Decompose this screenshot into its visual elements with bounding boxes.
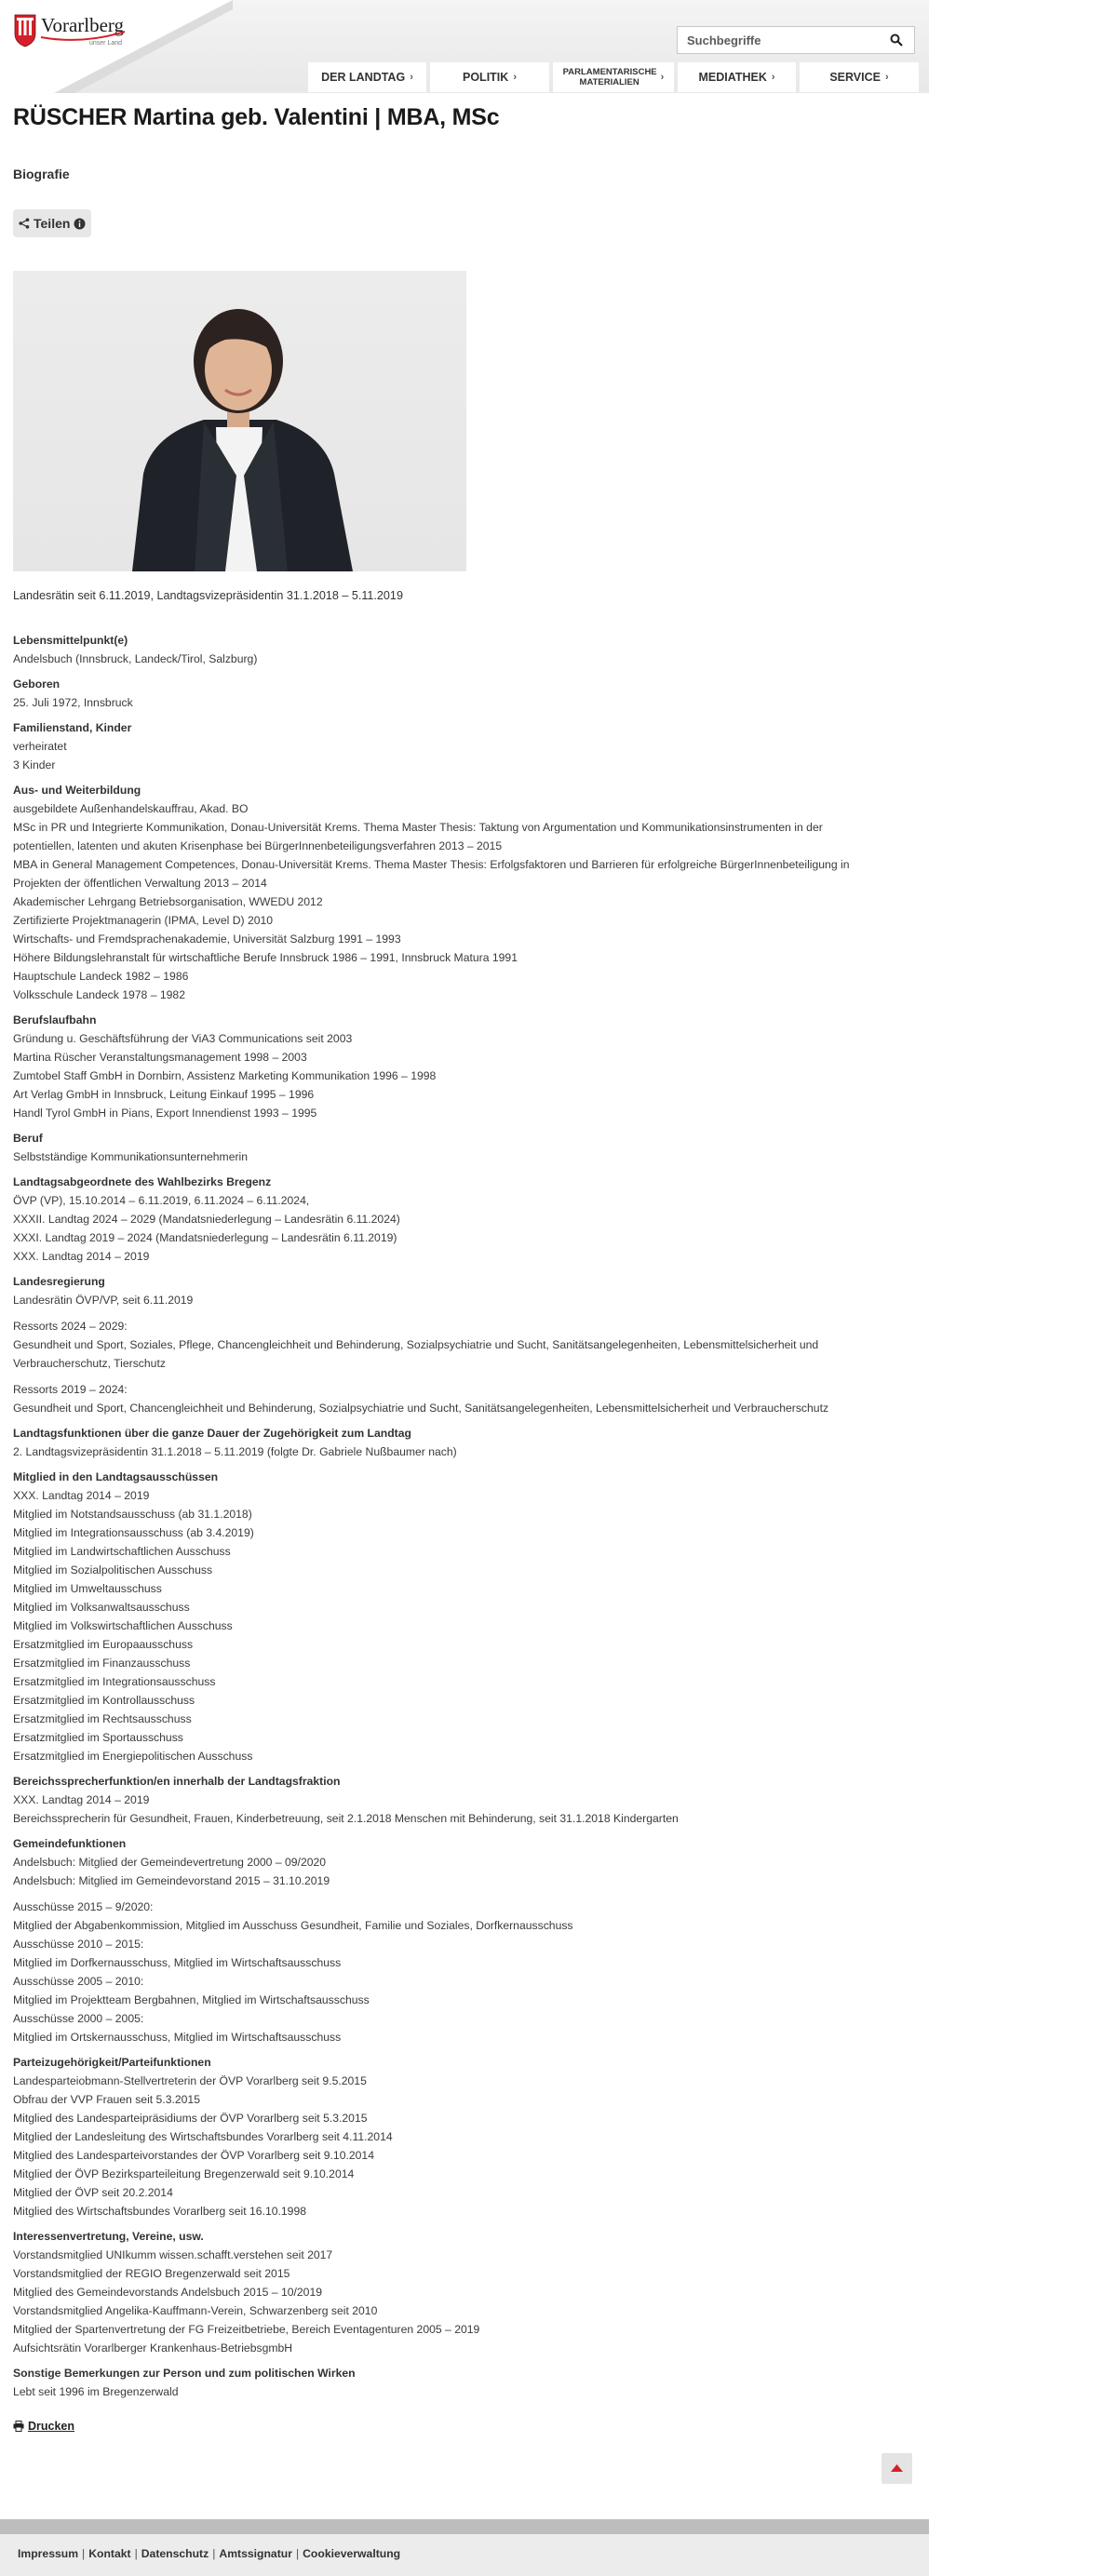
bio-line: Mitglied im Ortskernausschuss, Mitglied im Wirtschaftsausschuss	[13, 2031, 342, 2044]
bio-line: Landesparteiobmann-Stellvertreterin der ÖVP Vorarlberg seit 9.5.2015	[13, 2074, 367, 2087]
bio-section-heading: Familienstand, Kinder	[13, 721, 132, 734]
bio-line: Mitglied des Wirtschaftsbundes Vorarlberg seit 16.10.1998	[13, 2205, 307, 2218]
bio-line: Ersatzmitglied im Integrationsausschuss	[13, 1675, 216, 1688]
logo-wordmark: Vorarlberg	[41, 14, 125, 36]
bio-section-heading: Sonstige Bemerkungen zur Person und zum politischen Wirken	[13, 2367, 356, 2380]
main-navigation	[308, 62, 919, 92]
bio-section	[13, 1424, 916, 1461]
bio-line: Zumtobel Staff GmbH in Dornbirn, Assistenz Marketing Kommunikation 1996 – 1998	[13, 1069, 437, 1082]
bio-section	[13, 718, 916, 774]
portrait-photo	[13, 271, 466, 571]
bio-line: Mitglied im Dorfkernausschuss, Mitglied im Wirtschaftsausschuss	[13, 1956, 342, 1969]
bio-line: ÖVP (VP), 15.10.2014 – 6.11.2019, 6.11.2024 – 6.11.2024,	[13, 1194, 310, 1207]
bio-section	[13, 1834, 916, 2046]
back-to-top-button[interactable]	[881, 2453, 912, 2484]
bio-line: 2. Landtagsvizepräsidentin 31.1.2018 – 5.11.2019 (folgte Dr. Gabriele Nußbaumer nach)	[13, 1445, 457, 1458]
bio-section	[13, 2364, 916, 2401]
bio-line: Zertifizierte Projektmanagerin (IPMA, Level D) 2010	[13, 914, 274, 927]
bio-line: Obfrau der VVP Frauen seit 5.3.2015	[13, 2093, 200, 2106]
bio-section-heading: Landtagsfunktionen über die ganze Dauer der Zugehörigkeit zum Landtag	[13, 1427, 411, 1440]
bio-section	[13, 2053, 916, 2220]
bio-line: Gesundheit und Sport, Chancengleichheit und Behinderung, Sozialpsychiatrie und Sucht, Sanitätsangelegenheiten, Lebensmittelsicherheit und Verbraucherschutz	[13, 1402, 829, 1415]
bio-line: Mitglied des Landesparteivorstandes der ÖVP Vorarlberg seit 9.10.2014	[13, 2149, 374, 2162]
bio-section-heading: Bereichssprecherfunktion/en innerhalb der Landtagsfraktion	[13, 1775, 341, 1788]
bio-line: Mitglied im Umweltausschuss	[13, 1582, 162, 1595]
bio-line: Gründung u. Geschäftsführung der ViA3 Communications seit 2003	[13, 1032, 353, 1045]
bio-line: Ressorts 2024 – 2029:	[13, 1320, 128, 1333]
site-footer	[0, 2534, 929, 2576]
footer-link-cookieverwaltung[interactable]: Cookieverwaltung	[303, 2547, 401, 2560]
bio-line: Ausschüsse 2010 – 2015:	[13, 1938, 144, 1951]
spacer	[13, 1373, 916, 1380]
spacer	[13, 1309, 916, 1317]
bio-section	[13, 1011, 916, 1122]
bio-line: Ersatzmitglied im Europaausschuss	[13, 1638, 194, 1651]
bio-section	[13, 631, 916, 668]
bio-line: Wirtschafts- und Fremdsprachenakademie, Universität Salzburg 1991 – 1993	[13, 932, 401, 946]
bio-section	[13, 2227, 916, 2357]
bio-line: Andelsbuch: Mitglied der Gemeindevertretung 2000 – 09/2020	[13, 1856, 327, 1869]
bio-line: Ausschüsse 2015 – 9/2020:	[13, 1900, 154, 1913]
bio-line: verheiratet	[13, 740, 67, 753]
bio-line: Akademischer Lehrgang Betriebsorganisation, WWEDU 2012	[13, 895, 323, 908]
bio-section	[13, 781, 916, 1004]
bio-line: Lebt seit 1996 im Bregenzerwald	[13, 2385, 179, 2398]
bio-line: Art Verlag GmbH in Innsbruck, Leitung Einkauf 1995 – 1996	[13, 1088, 315, 1101]
chevron-right-icon: ›	[771, 72, 775, 83]
bio-line: Mitglied der ÖVP seit 20.2.2014	[13, 2186, 173, 2199]
bio-line: Mitglied des Gemeindevorstands Andelsbuch 2015 – 10/2019	[13, 2286, 322, 2299]
footer-link-impressum[interactable]: Impressum	[18, 2547, 79, 2560]
info-icon	[74, 218, 86, 230]
nav-label: PARLAMENTARISCHE MATERIALIEN	[562, 67, 657, 87]
bio-line: Gesundheit und Sport, Soziales, Pflege, Chancengleichheit und Behinderung, Sozialpsychiatrie und Sucht, Sanitätsangelegenheiten, Lebensmittelsicherheit und	[13, 1338, 819, 1351]
bio-line: Projekten der öffentlichen Verwaltung 2013 – 2014	[13, 877, 267, 890]
footer-divider	[0, 2519, 929, 2534]
bio-line: MSc in PR und Integrierte Kommunikation, Donau-Universität Krems. Thema Master Thesis: Taktung von Argumentation und Kommunikationsinstrumenten in der	[13, 821, 823, 834]
bio-section-heading: Parteizugehörigkeit/Parteifunktionen	[13, 2056, 211, 2069]
bio-line: Mitglied im Projektteam Bergbahnen, Mitglied im Wirtschaftsausschuss	[13, 1993, 370, 2006]
nav-item-service[interactable]	[800, 62, 919, 92]
svg-text:unser Land: unser Land	[89, 40, 123, 47]
photo-caption: Landesrätin seit 6.11.2019, Landtagsvizepräsidentin 31.1.2018 – 5.11.2019	[13, 589, 403, 602]
spacer	[13, 1890, 916, 1898]
bio-line: Handl Tyrol GmbH in Pians, Export Innendienst 1993 – 1995	[13, 1107, 317, 1120]
bio-line: XXX. Landtag 2014 – 2019	[13, 1250, 150, 1263]
bio-line: Mitglied der Abgabenkommission, Mitglied im Ausschuss Gesundheit, Familie und Soziales, Dorfkernausschuss	[13, 1919, 573, 1932]
bio-section	[13, 1129, 916, 1166]
bio-line: Hauptschule Landeck 1982 – 1986	[13, 970, 189, 983]
nav-item-mediathek[interactable]	[678, 62, 796, 92]
bio-line: Mitglied im Volkswirtschaftlichen Ausschuss	[13, 1619, 233, 1632]
site-header	[0, 0, 929, 93]
bio-line: Ausschüsse 2005 – 2010:	[13, 1975, 144, 1988]
bio-line: 3 Kinder	[13, 758, 56, 771]
bio-line: XXX. Landtag 2014 – 2019	[13, 1793, 150, 1806]
chevron-right-icon: ›	[660, 71, 665, 83]
separator: |	[82, 2547, 86, 2560]
bio-line: Ersatzmitglied im Rechtsausschuss	[13, 1712, 192, 1725]
bio-section-heading: Berufslaufbahn	[13, 1013, 97, 1026]
bio-line: Mitglied im Volksanwaltsausschuss	[13, 1601, 190, 1614]
nav-label: POLITIK	[463, 71, 509, 84]
print-link[interactable]	[13, 2420, 74, 2433]
bio-line: Ausschüsse 2000 – 2005:	[13, 2012, 144, 2025]
bio-section-heading: Gemeindefunktionen	[13, 1837, 127, 1850]
bio-section-heading: Landtagsabgeordnete des Wahlbezirks Bregenz	[13, 1175, 272, 1188]
footer-link-kontakt[interactable]: Kontakt	[88, 2547, 131, 2560]
bio-section-heading: Mitglied in den Landtagsausschüssen	[13, 1470, 219, 1483]
bio-line: XXXI. Landtag 2019 – 2024 (Mandatsniederlegung – Landesrätin 6.11.2019)	[13, 1231, 397, 1244]
page-title: RÜSCHER Martina geb. Valentini | MBA, MSc	[13, 104, 500, 130]
main-content	[13, 104, 916, 2408]
bio-line: Ersatzmitglied im Finanzausschuss	[13, 1657, 191, 1670]
bio-section	[13, 1173, 916, 1266]
bio-line: Mitglied der Spartenvertretung der FG Freizeitbetriebe, Bereich Eventagenturen 2005 – 2019	[13, 2323, 480, 2336]
bio-line: ausgebildete Außenhandelskauffrau, Akad. BO	[13, 802, 249, 815]
bio-section-heading: Geboren	[13, 678, 61, 691]
site-logo[interactable]	[0, 0, 233, 93]
bio-line: Andelsbuch (Innsbruck, Landeck/Tirol, Salzburg)	[13, 652, 258, 665]
chevron-right-icon: ›	[513, 72, 517, 83]
bio-line: MBA in General Management Competences, Donau-Universität Krems. Thema Master Thesis: Erfolgsfaktoren und Barrieren für erfolgreiche BürgerInnenbeteiligung in	[13, 858, 850, 871]
search-icon[interactable]	[890, 34, 903, 47]
bio-line: Volksschule Landeck 1978 – 1982	[13, 988, 185, 1001]
bio-line: Ressorts 2019 – 2024:	[13, 1383, 128, 1396]
bio-section	[13, 1468, 916, 1765]
page-subtitle: Biografie	[13, 167, 70, 181]
nav-item-politik[interactable]	[430, 62, 549, 92]
share-icon	[19, 218, 30, 229]
bio-line: Andelsbuch: Mitglied im Gemeindevorstand 2015 – 31.10.2019	[13, 1874, 330, 1887]
bio-section-heading: Aus- und Weiterbildung	[13, 784, 141, 797]
chevron-right-icon: ›	[410, 72, 413, 83]
bio-line: Mitglied der Landesleitung des Wirtschaftsbundes Vorarlberg seit 4.11.2014	[13, 2130, 393, 2143]
bio-line: Ersatzmitglied im Energiepolitischen Ausschuss	[13, 1750, 253, 1763]
nav-label: SERVICE	[829, 71, 881, 84]
printer-icon	[13, 2421, 24, 2432]
bio-section	[13, 675, 916, 712]
footer-link-amtssignatur[interactable]: Amtssignatur	[219, 2547, 292, 2560]
bio-line: Verbraucherschutz, Tierschutz	[13, 1357, 166, 1370]
bio-line: Vorstandsmitglied Angelika-Kauffmann-Verein, Schwarzenberg seit 2010	[13, 2304, 378, 2317]
bio-line: Selbstständige Kommunikationsunternehmerin	[13, 1150, 249, 1163]
bio-line: Mitglied des Landesparteipräsidiums der ÖVP Vorarlberg seit 5.3.2015	[13, 2112, 368, 2125]
bio-section-heading: Beruf	[13, 1132, 43, 1145]
bio-line: Vorstandsmitglied UNIkumm wissen.schafft.verstehen seit 2017	[13, 2248, 333, 2261]
bio-line: Mitglied der ÖVP Bezirksparteileitung Bregenzerwald seit 9.10.2014	[13, 2167, 355, 2180]
bio-line: Bereichssprecherin für Gesundheit, Frauen, Kinderbetreuung, seit 2.1.2018 Menschen mit Behinderung, seit 31.1.2018 Kindergarten	[13, 1812, 679, 1825]
bio-line: Martina Rüscher Veranstaltungsmanagement 1998 – 2003	[13, 1051, 307, 1064]
search-box[interactable]	[677, 26, 915, 54]
arrow-up-icon	[881, 2453, 912, 2484]
bio-section	[13, 1272, 916, 1417]
nav-label: MEDIATHEK	[698, 71, 767, 84]
nav-label: DER LANDTAG	[321, 71, 406, 84]
separator: |	[212, 2547, 216, 2560]
separator: |	[134, 2547, 138, 2560]
nav-item-der-landtag[interactable]	[308, 62, 426, 92]
nav-item-parlamentarische-materialien[interactable]	[553, 62, 674, 92]
bio-line: Ersatzmitglied im Kontrollausschuss	[13, 1694, 195, 1707]
print-label: Drucken	[28, 2420, 75, 2433]
bio-line: XXX. Landtag 2014 – 2019	[13, 1489, 150, 1502]
bio-section-heading: Interessenvertretung, Vereine, usw.	[13, 2230, 204, 2243]
bio-line: potentiellen, latenten und akuten Krisenphase bei BürgerInnenbeteiligungsverfahren 2013 – 2015	[13, 839, 503, 852]
footer-link-datenschutz[interactable]: Datenschutz	[141, 2547, 209, 2560]
bio-section-heading: Landesregierung	[13, 1275, 105, 1288]
search-input[interactable]	[678, 27, 882, 53]
chevron-right-icon: ›	[884, 72, 889, 83]
bio-line: Mitglied im Landwirtschaftlichen Ausschuss	[13, 1545, 231, 1558]
bio-line: Mitglied im Sozialpolitischen Ausschuss	[13, 1563, 213, 1576]
bio-line: XXXII. Landtag 2024 – 2029 (Mandatsniederlegung – Landesrätin 6.11.2024)	[13, 1213, 400, 1226]
bio-line: Vorstandsmitglied der REGIO Bregenzerwald seit 2015	[13, 2267, 290, 2280]
separator: |	[295, 2547, 300, 2560]
bio-line: Landesrätin ÖVP/VP, seit 6.11.2019	[13, 1294, 194, 1307]
bio-line: Höhere Bildungslehranstalt für wirtschaftliche Berufe Innsbruck 1986 – 1991, Innsbruck Matura 1991	[13, 951, 518, 964]
bio-section-heading: Lebensmittelpunkt(e)	[13, 634, 128, 647]
bio-line: Aufsichtsrätin Vorarlberger Krankenhaus-BetriebsgmbH	[13, 2341, 293, 2355]
footer-links	[18, 2547, 400, 2560]
share-label: Teilen	[34, 216, 71, 231]
bio-line: Ersatzmitglied im Sportausschuss	[13, 1731, 183, 1744]
share-button[interactable]	[13, 209, 91, 237]
bio-line: Mitglied im Integrationsausschuss (ab 3.4.2019)	[13, 1526, 254, 1539]
biography-sections	[13, 631, 916, 2401]
bio-section	[13, 1772, 916, 1828]
bio-line: Mitglied im Notstandsausschuss (ab 31.1.2018)	[13, 1508, 252, 1521]
bio-line: 25. Juli 1972, Innsbruck	[13, 696, 133, 709]
